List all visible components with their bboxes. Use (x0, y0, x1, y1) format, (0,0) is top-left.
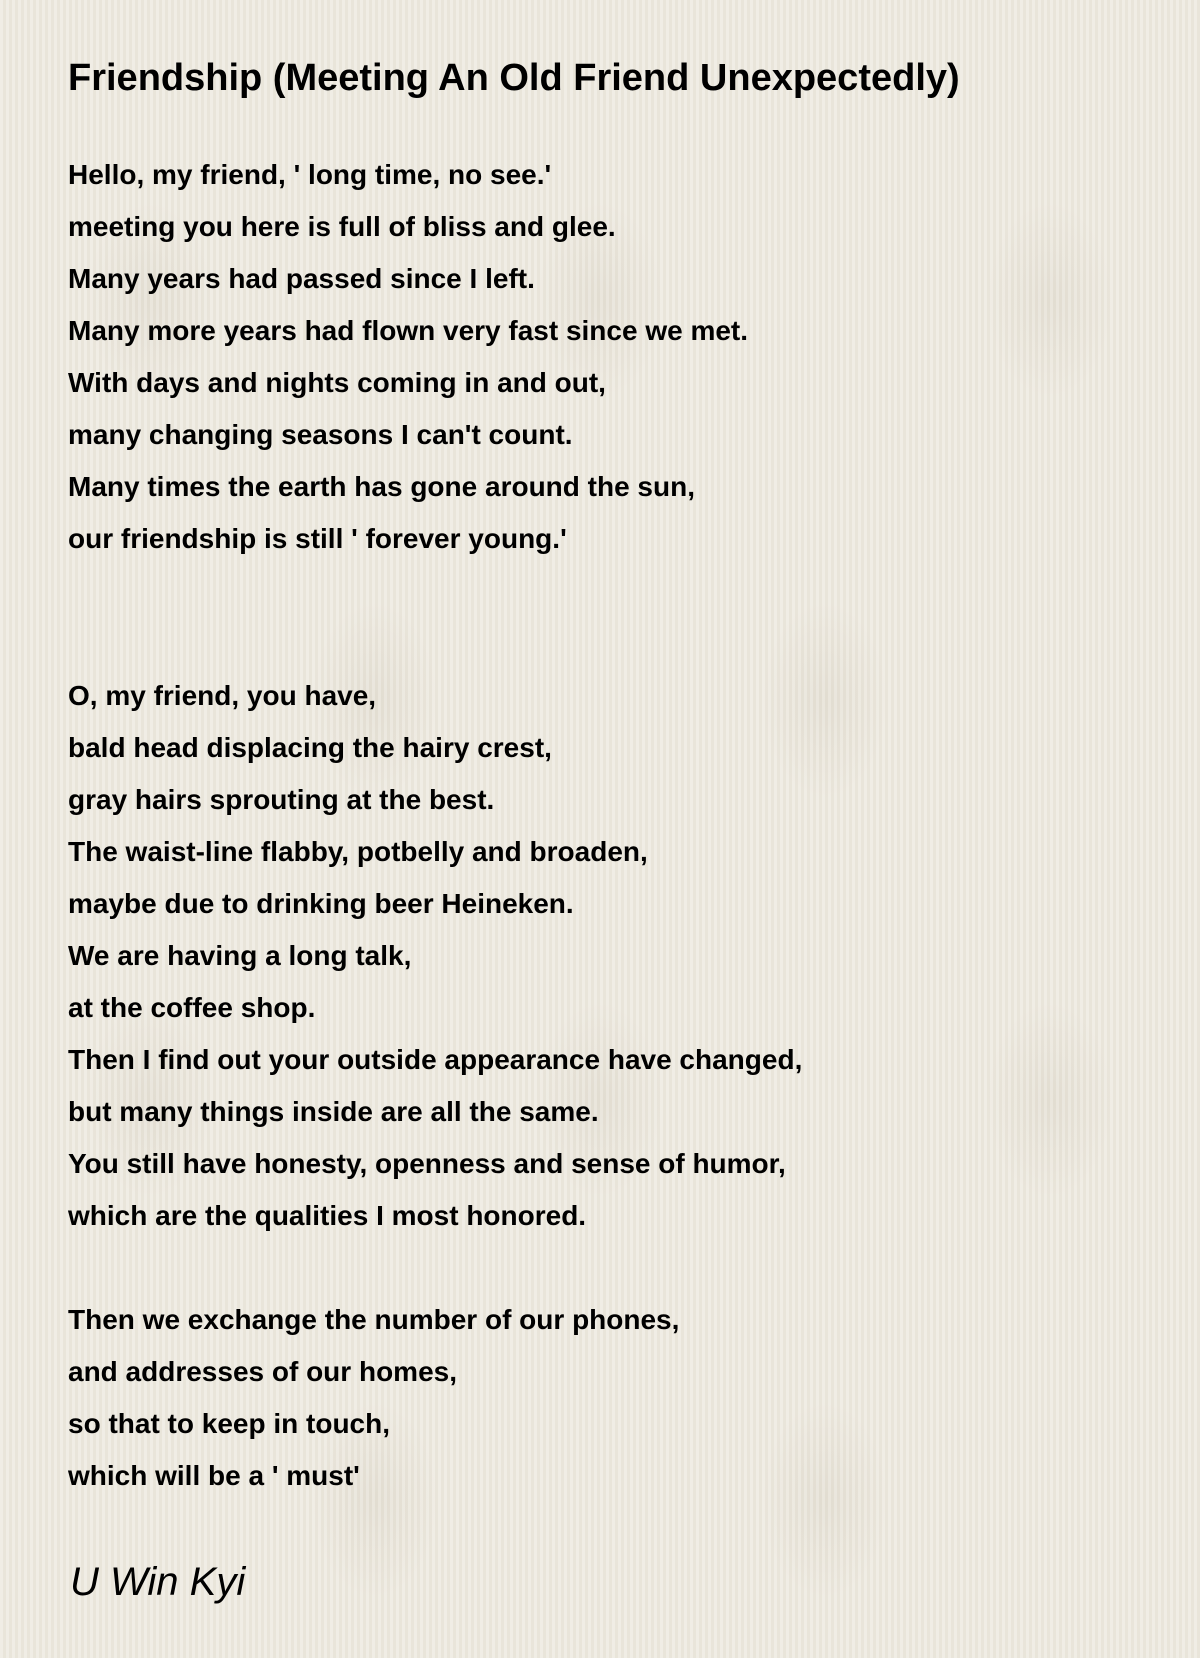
poem-line: which will be a ' must' (68, 1460, 360, 1491)
poem-line: so that to keep in touch, (68, 1408, 391, 1439)
poem-line: which are the qualities I most honored. (68, 1200, 587, 1231)
poem-line: our friendship is still ' forever young.' (68, 523, 567, 554)
poem-title: Friendship (Meeting An Old Friend Unexpectedly) (68, 57, 960, 99)
poem-line: Many more years had flown very fast since we met. (68, 315, 749, 346)
poem-line: Many times the earth has gone around the sun, (68, 471, 695, 502)
stanza-1 (68, 149, 748, 565)
poem-line: We are having a long talk, (68, 940, 412, 971)
poem-line: gray hairs sprouting at the best. (68, 784, 495, 815)
poem-line: meeting you here is full of bliss and glee. (68, 211, 616, 242)
stanza-3 (68, 1294, 679, 1502)
poem-line: bald head displacing the hairy crest, (68, 732, 552, 763)
poem-line: Then I find out your outside appearance have changed, (68, 1044, 803, 1075)
poem-line: maybe due to drinking beer Heineken. (68, 888, 574, 919)
poem-line: The waist-line flabby, potbelly and broaden, (68, 836, 648, 867)
stanza-2 (68, 670, 802, 1242)
poem-line: Many years had passed since I left. (68, 263, 535, 294)
poem-author: U Win Kyi (70, 1560, 246, 1604)
poem-line: O, my friend, you have, (68, 680, 377, 711)
poem-line: and addresses of our homes, (68, 1356, 457, 1387)
poem-line: Then we exchange the number of our phones, (68, 1304, 680, 1335)
poem-line: many changing seasons I can't count. (68, 419, 573, 450)
poem-line: but many things inside are all the same. (68, 1096, 599, 1127)
poem-line: You still have honesty, openness and sense of humor, (68, 1148, 786, 1179)
poem-line: Hello, my friend, ' long time, no see.' (68, 159, 552, 190)
poem-line: With days and nights coming in and out, (68, 367, 606, 398)
poem-line: at the coffee shop. (68, 992, 316, 1023)
